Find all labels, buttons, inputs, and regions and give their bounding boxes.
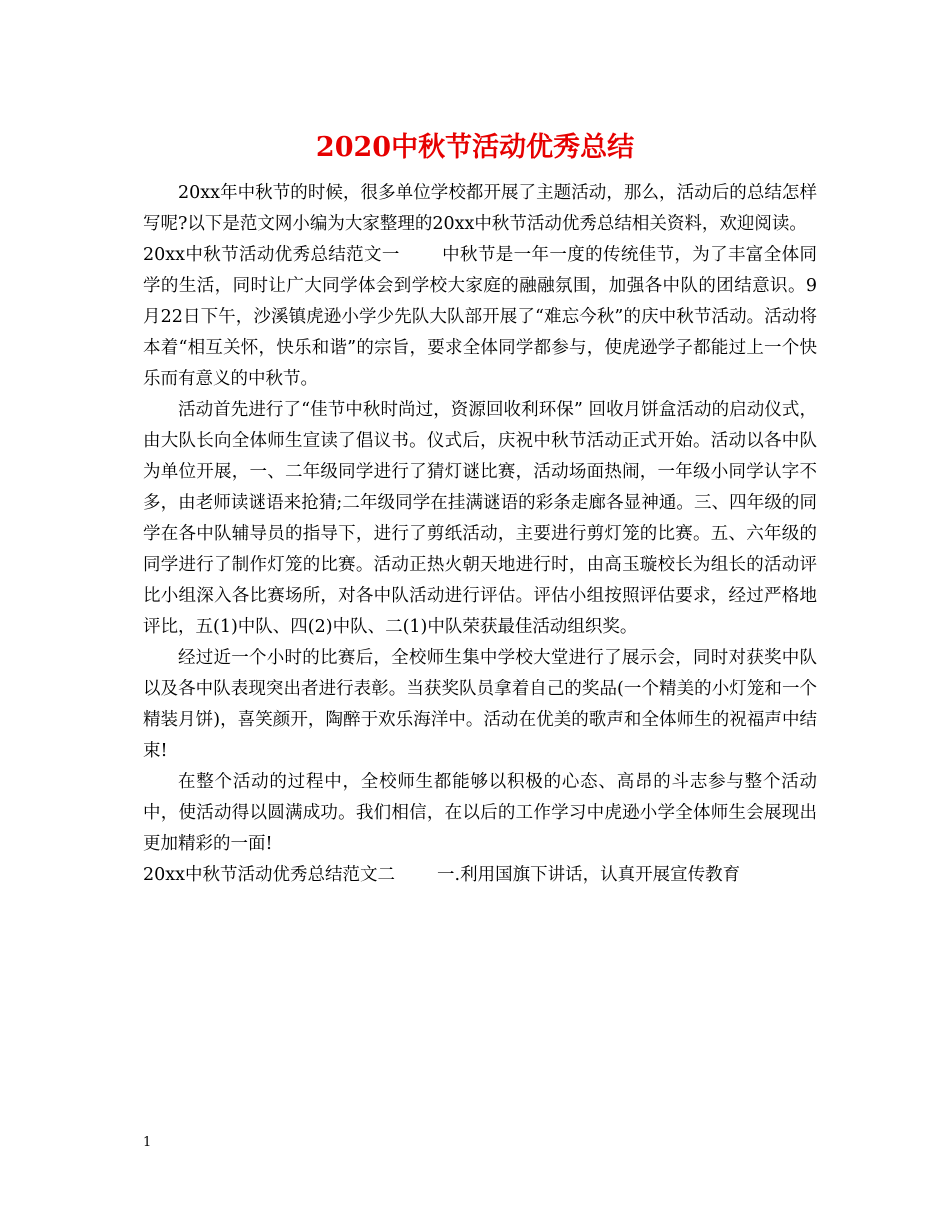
section-two-text: 一.利用国旗下讲话，认真开展宣传教育 bbox=[437, 865, 741, 885]
section-two-block bbox=[143, 860, 817, 891]
page-number: 1 bbox=[143, 1135, 152, 1150]
document-body bbox=[143, 178, 817, 891]
activity-paragraph: 活动首先进行了“佳节中秋时尚过，资源回收利环保” 回收月饼盒活动的启动仪式，由大队长向全体师生宣读了倡议书。仪式后，庆祝中秋节活动正式开始。活动以各中队为单位开展，一、二年级同学进行了猜灯谜比赛，活动场面热闹，一年级小同学认字不多，由老师读谜语来抢猜;二年级同学在挂满谜语的彩条走廊各显神通。三、四年级的同学在各中队辅导员的指导下，进行了剪纸活动，主要进行剪灯笼的比赛。五、六年级的同学进行了制作灯笼的比赛。活动正热火朝天地进行时，由高玉璇校长为组长的活动评比小组深入各比赛场所，对各中队活动进行评估。评估小组按照评估要求，经过严格地评比，五(1)中队、四(2)中队、二(1)中队荣获最佳活动组织奖。 bbox=[143, 400, 817, 637]
intro-paragraph: 20xx年中秋节的时候，很多单位学校都开展了主题活动，那么，活动后的总结怎样写呢?以下是范文网小编为大家整理的20xx中秋节活动优秀总结相关资料，欢迎阅读。 bbox=[143, 183, 817, 234]
showcase-paragraph: 经过近一个小时的比赛后，全校师生集中学校大堂进行了展示会，同时对获奖中队以及各中队表现突出者进行表彰。当获奖队员拿着自己的奖品(一个精美的小灯笼和一个精装月饼)，喜笑颜开，陶醉于欢乐海洋中。活动在优美的歌声和全体师生的祝福声中结束! bbox=[143, 648, 817, 761]
conclusion-paragraph: 在整个活动的过程中，全校师生都能够以积极的心态、高昂的斗志参与整个活动中，使活动得以圆满成功。我们相信，在以后的工作学习中虎逊小学全体师生会展现出更加精彩的一面! bbox=[143, 772, 817, 854]
section-two-heading: 20xx中秋节活动优秀总结范文二 bbox=[143, 865, 396, 885]
section-one-heading: 20xx中秋节活动优秀总结范文一 bbox=[143, 245, 400, 265]
section-one-block bbox=[143, 240, 817, 395]
document-title: 2020中秋节活动优秀总结 bbox=[315, 132, 635, 163]
section-one-text: 中秋节是一年一度的传统佳节，为了丰富全体同学的生活，同时让广大同学体会到学校大家庭的融融氛围，加强各中队的团结意识。9月22日下午，沙溪镇虎逊小学少先队大队部开展了“难忘今秋”的庆中秋节活动。活动将本着“相互关怀，快乐和谐”的宗旨，要求全体同学都参与，使虎逊学子都能过上一个快乐而有意义的中秋节。 bbox=[143, 245, 817, 389]
